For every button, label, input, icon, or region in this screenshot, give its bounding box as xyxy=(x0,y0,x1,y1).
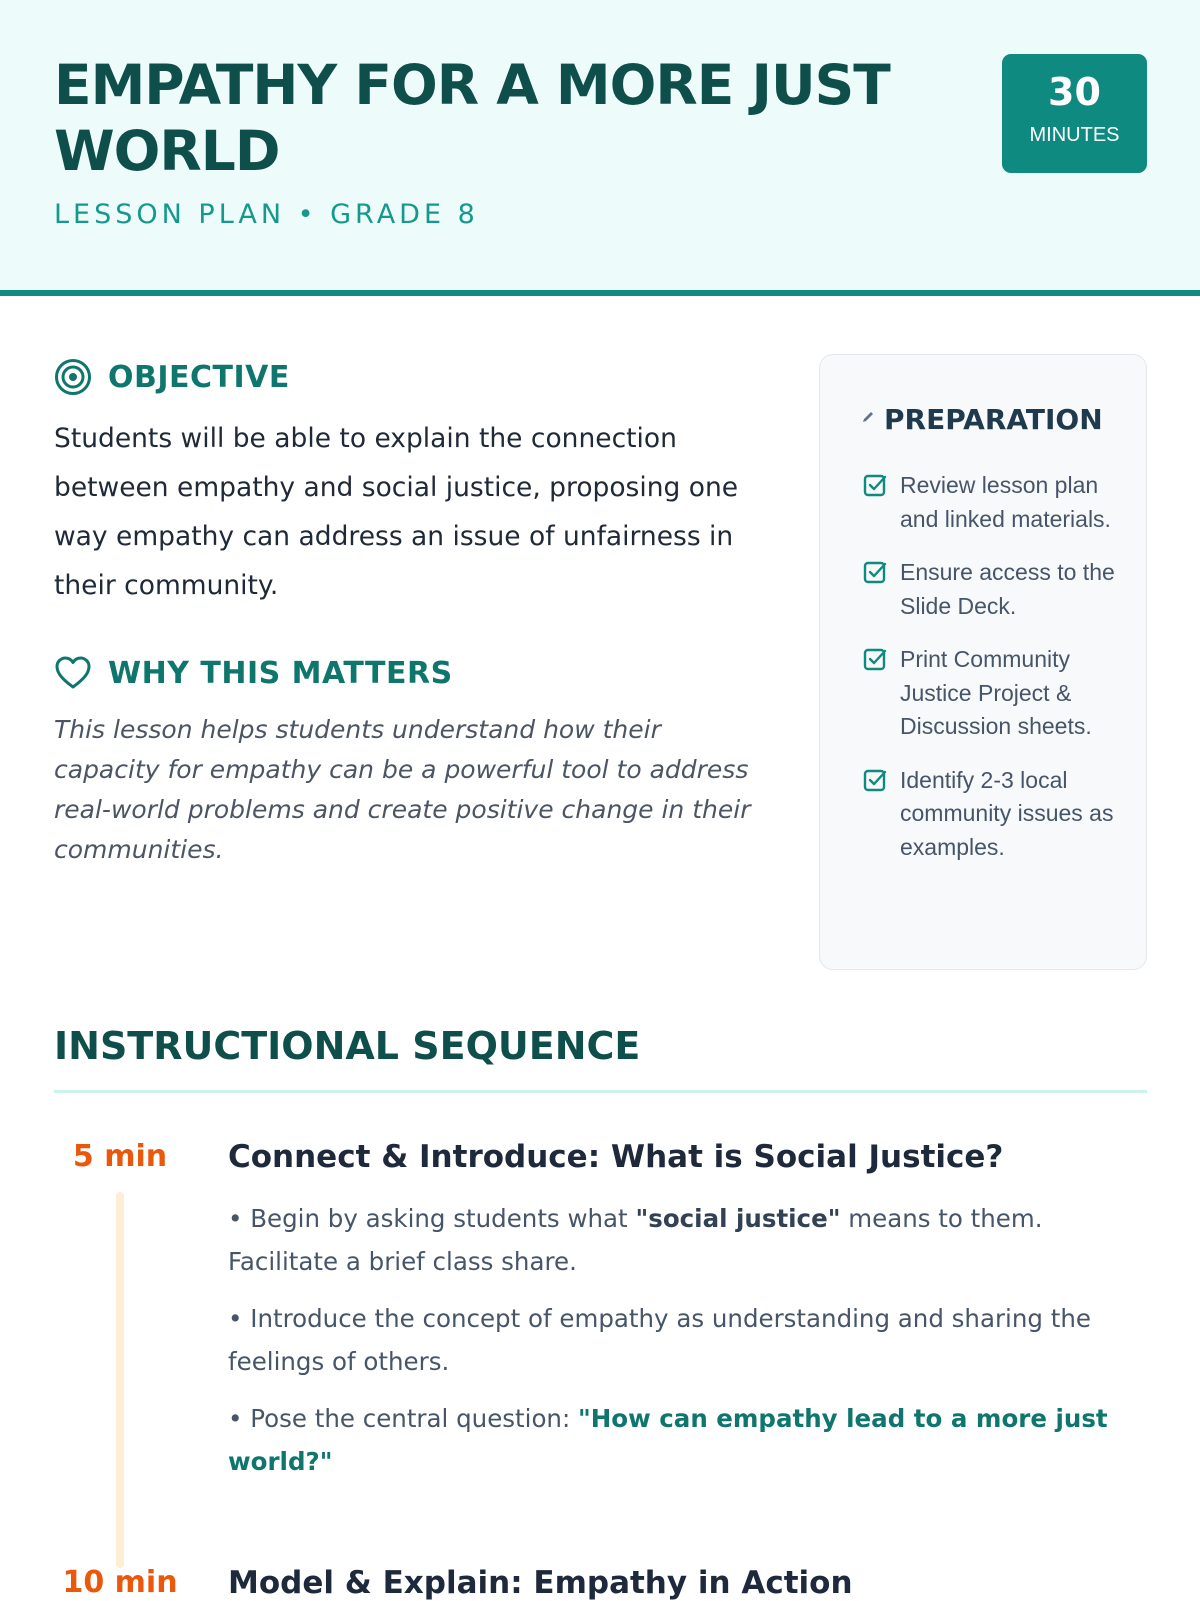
step-bullet xyxy=(228,1297,1128,1383)
sequence-divider xyxy=(54,1090,1147,1093)
preparation-list xyxy=(862,469,1132,884)
why-text: This lesson helps students understand how their capacity for empathy can be a powerful tool to address real-world problems and create positive change in their communities. xyxy=(54,715,751,864)
preparation-item xyxy=(862,469,1132,536)
page-title: EMPATHY FOR A MORE JUST WORLD xyxy=(54,53,890,183)
page-subtitle: LESSON PLAN • GRADE 8 xyxy=(54,199,479,230)
duration-value: 30 xyxy=(1048,70,1101,114)
target-icon xyxy=(54,358,92,396)
bullet-text: • Introduce the concept of empathy as understanding and sharing the feelings of others. xyxy=(228,1304,1091,1376)
preparation-item xyxy=(862,643,1132,744)
preparation-item xyxy=(862,556,1132,623)
why-heading-label: WHY THIS MATTERS xyxy=(108,655,453,691)
bullet-text: • Pose the central question: xyxy=(228,1404,578,1433)
heart-icon xyxy=(54,654,92,692)
preparation-item xyxy=(862,764,1132,865)
checkbox-icon xyxy=(862,646,888,672)
preparation-panel xyxy=(819,354,1147,970)
objective-text: Students will be able to explain the connection between empathy and social justice, proposing one way empathy can address an issue of unfairness in their community. xyxy=(54,423,739,601)
central-question: "How can empathy lead to a more just world?" xyxy=(228,1404,1108,1476)
preparation-item-text: Identify 2-3 local community issues as examples. xyxy=(900,766,1114,860)
checkbox-icon xyxy=(862,559,888,585)
sequence-heading: INSTRUCTIONAL SEQUENCE xyxy=(54,1024,641,1068)
objective-heading xyxy=(54,358,290,396)
checkbox-icon xyxy=(862,767,888,793)
step-time: 10 min xyxy=(62,1565,178,1600)
checkbox-icon xyxy=(862,472,888,498)
preparation-heading-label: PREPARATION xyxy=(884,403,1103,436)
bullet-text: • Begin by asking students what xyxy=(228,1204,636,1233)
duration-unit: MINUTES xyxy=(1029,124,1120,146)
timeline-line xyxy=(116,1192,124,1568)
preparation-item-text: Ensure access to the Slide Deck. xyxy=(900,559,1115,619)
duration-badge xyxy=(1002,54,1147,173)
step-title: Connect & Introduce: What is Social Justice? xyxy=(228,1139,1004,1175)
why-heading xyxy=(54,654,453,692)
bullet-text: means to them. Facilitate a brief class share. xyxy=(228,1204,1043,1276)
pencil-icon xyxy=(860,409,876,430)
step-time: 5 min xyxy=(72,1139,168,1174)
step-title: Model & Explain: Empathy in Action xyxy=(228,1565,853,1601)
preparation-item-text: Review lesson plan and linked materials. xyxy=(900,472,1111,532)
preparation-item-text: Print Community Justice Project & Discussion sheets. xyxy=(900,646,1092,739)
bullet-bold-term: "social justice" xyxy=(635,1204,841,1233)
preparation-heading xyxy=(860,403,1103,436)
objective-heading-label: OBJECTIVE xyxy=(108,359,290,395)
lesson-header xyxy=(0,0,1200,296)
step-bullet xyxy=(228,1197,1128,1283)
step-bullets xyxy=(228,1197,1128,1497)
step-bullet xyxy=(228,1397,1128,1483)
